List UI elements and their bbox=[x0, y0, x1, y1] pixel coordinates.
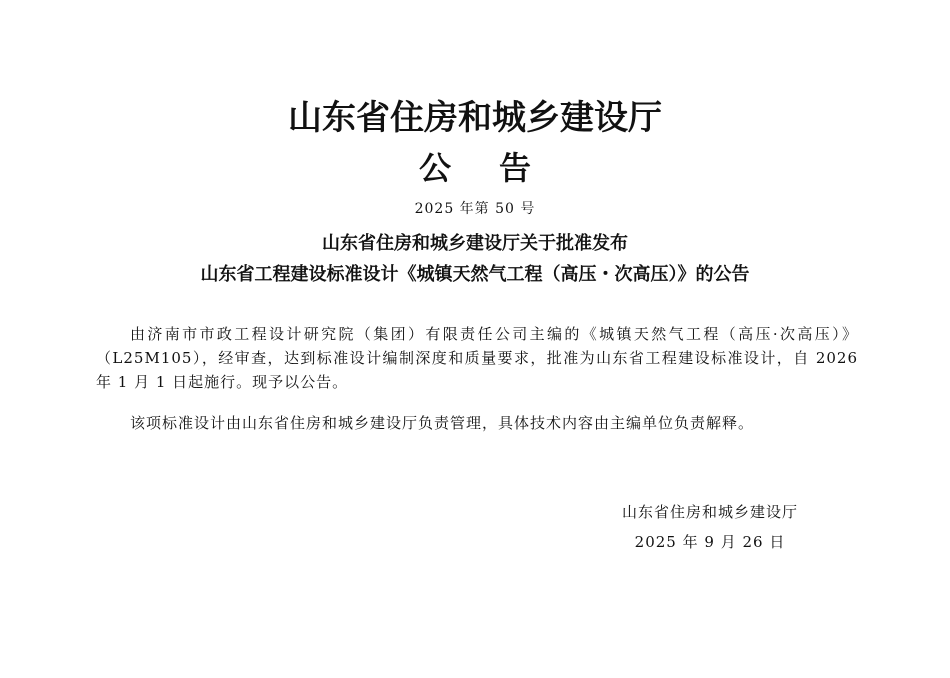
signature-organization: 山东省住房和城乡建设厅 bbox=[621, 503, 798, 521]
body-paragraph-1-line-2: （L25M105），经审查，达到标准设计编制深度和质量要求，批准为山东省工程建设标准设计，自 2026 bbox=[96, 349, 858, 367]
body-paragraph-1-line-1: 由济南市市政工程设计研究院（集团）有限责任公司主编的《城镇天然气工程（高压·次高压）》 bbox=[130, 325, 858, 343]
subject-line-1: 山东省住房和城乡建设厅关于批准发布 bbox=[322, 233, 628, 254]
issuing-agency-title: 山东省住房和城乡建设厅 bbox=[288, 98, 662, 138]
announcement-heading: 公告 bbox=[418, 149, 579, 187]
body-paragraph-2 bbox=[96, 411, 858, 435]
signature-date: 2025 年 9 月 26 日 bbox=[634, 533, 786, 551]
body-paragraph-1-line-3: 年 1 月 1 日起施行。现予以公告。 bbox=[96, 373, 349, 391]
body-paragraph-1 bbox=[96, 322, 858, 394]
body-paragraph-2-line-1: 该项标准设计由山东省住房和城乡建设厅负责管理，具体技术内容由主编单位负责解释。 bbox=[130, 414, 755, 432]
subject-line-2: 山东省工程建设标准设计《城镇天然气工程（高压・次高压）》的公告 bbox=[200, 264, 750, 285]
document-number: 2025 年第 50 号 bbox=[414, 201, 536, 217]
